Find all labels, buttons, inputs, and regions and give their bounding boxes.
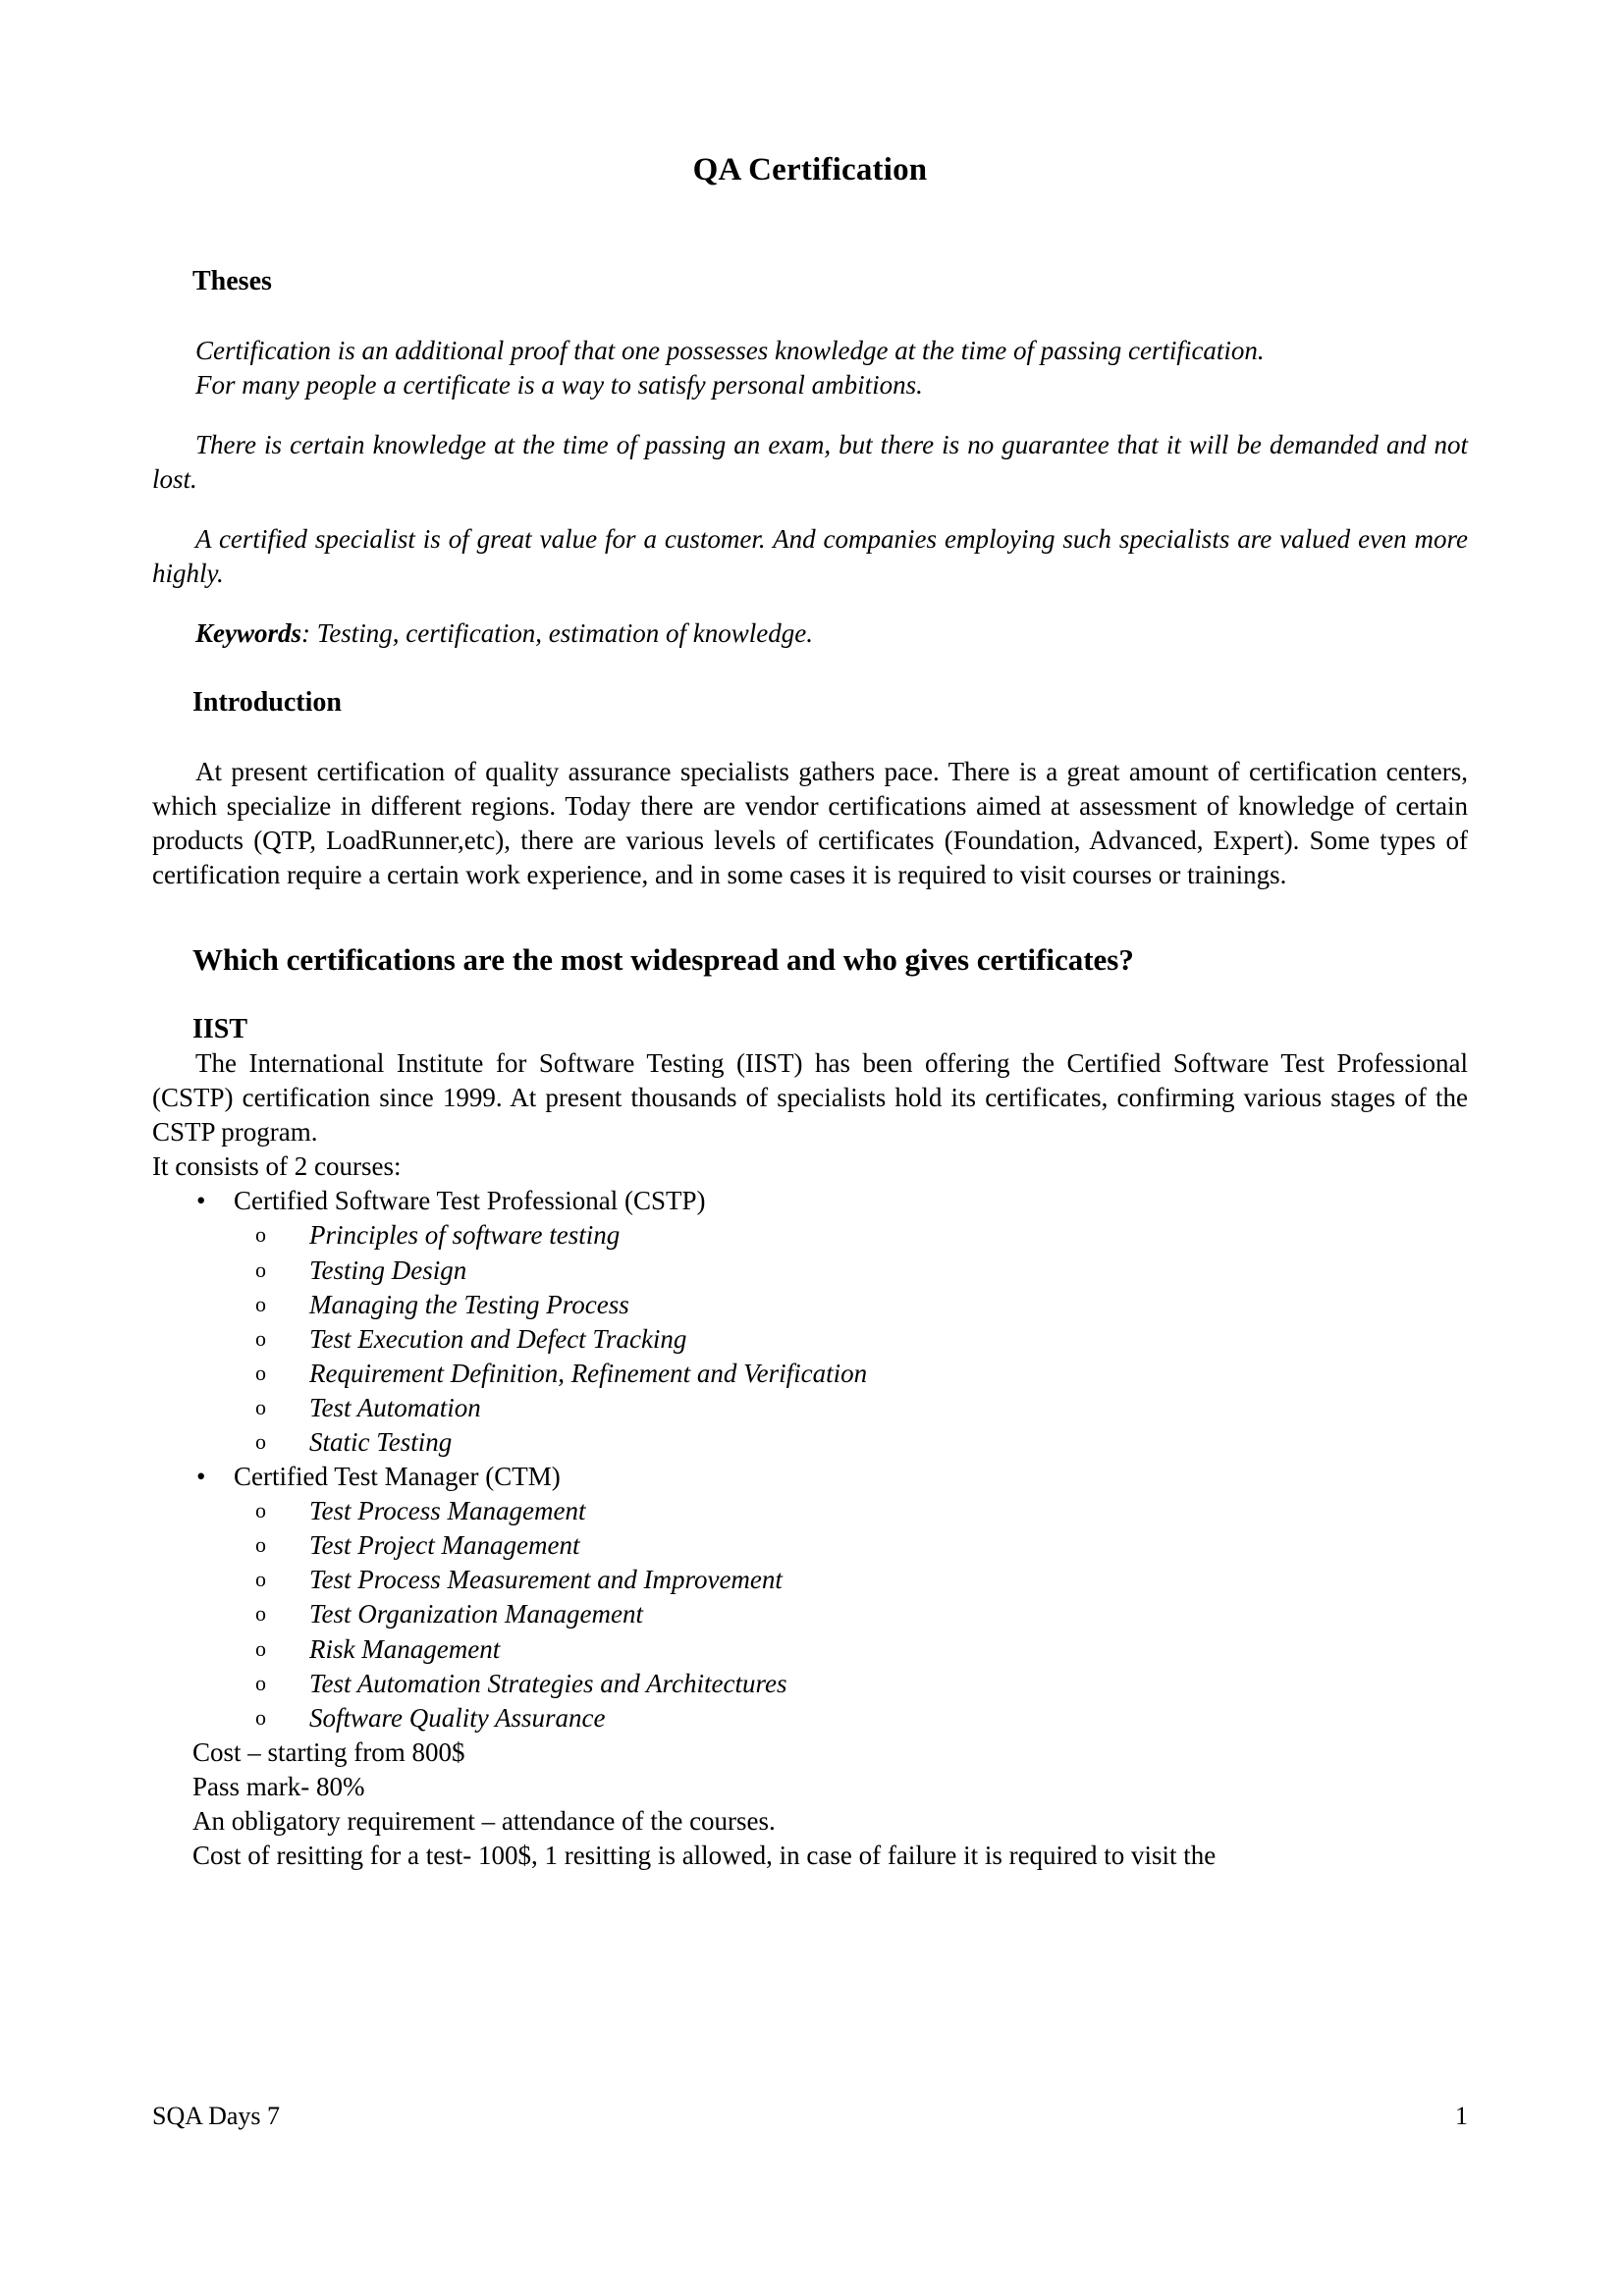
topic-label: Static Testing	[309, 1426, 453, 1457]
footer-left-label: SQA Days 7	[152, 2102, 281, 2130]
list-item	[152, 1460, 1468, 1494]
topic-label: Test Automation Strategies and Architectures	[309, 1668, 787, 1698]
spacer	[152, 651, 1468, 686]
list-item	[152, 1667, 1468, 1701]
spacer	[152, 298, 1468, 334]
sub-bullet-icon: o	[255, 1532, 266, 1558]
list-item	[152, 1528, 1468, 1563]
paragraph-theses-3: There is certain knowledge at the time of passing an exam, but there is no guarantee that it will be demanded and not lost.	[152, 429, 1468, 494]
sub-bullet-icon: o	[255, 1256, 266, 1282]
paragraph-theses-2: For many people a certificate is a way to satisfy personal ambitions.	[195, 369, 923, 400]
document-body	[152, 0, 1468, 1873]
spacer	[152, 720, 1468, 755]
topic-label: Risk Management	[309, 1633, 501, 1664]
paragraph-introduction: At present certification of quality assurance specialists gathers pace. There is a great amount of certification centers, which specialize in different regions. Today there are vendor certifications aimed at assessment of knowledge of certain products (QTP, LoadRunner,etc), there are various levels of certificates (Foundation, Advanced, Expert). Some types of certification require a certain work experience, and in some cases it is required to visit courses or trainings.	[152, 756, 1468, 890]
list-item	[152, 1597, 1468, 1631]
list-item	[152, 1288, 1468, 1322]
topic-list-2	[152, 1494, 1468, 1735]
heading-introduction: Introduction	[192, 687, 342, 719]
paragraph-iist: The International Institute for Software Testing (IIST) has been offering the Certified Software Test Professional (CSTP) certification since 1999. At present thousands of specialists hold its certificates, confirming various stages of the CSTP program.	[152, 1047, 1468, 1148]
sub-bullet-icon: o	[255, 1394, 266, 1419]
spacer	[152, 402, 1468, 428]
keywords-label: Keywords	[195, 618, 301, 649]
sub-bullet-icon: o	[255, 1670, 266, 1695]
topic-label: Testing Design	[309, 1255, 467, 1285]
bullet-icon: •	[196, 1186, 206, 1216]
list-item	[152, 1357, 1468, 1391]
spacer	[152, 591, 1468, 616]
heading-theses: Theses	[192, 265, 272, 296]
topic-label: Test Automation	[309, 1392, 481, 1422]
sub-bullet-icon: o	[255, 1222, 266, 1248]
topic-label: Test Organization Management	[309, 1599, 644, 1629]
sub-bullet-icon: o	[255, 1360, 266, 1385]
topic-label: Test Process Management	[309, 1496, 586, 1526]
course-name: Certified Software Test Professional (CSTP)	[234, 1186, 706, 1216]
page-footer	[152, 2101, 1468, 2131]
heading-question: Which certifications are the most widespread and who gives certificates?	[192, 942, 1134, 978]
spacer	[152, 892, 1468, 941]
detail-cost: Cost – starting from 800$	[192, 1736, 465, 1767]
bullet-icon: •	[196, 1462, 206, 1492]
paragraph-theses-4: A certified specialist is of great value for a customer. And companies employing such specialists are valued even more highly.	[152, 523, 1468, 588]
topic-list-1	[152, 1218, 1468, 1460]
keywords-line	[152, 616, 1468, 651]
spacer	[152, 978, 1468, 1013]
keywords-value: : Testing, certification, estimation of knowledge.	[301, 618, 813, 649]
list-item	[152, 1391, 1468, 1425]
sub-bullet-icon: o	[255, 1498, 266, 1523]
list-item	[152, 1254, 1468, 1288]
sub-bullet-icon: o	[255, 1325, 266, 1351]
list-item	[152, 1184, 1468, 1218]
detail-obligatory-requirement: An obligatory requirement – attendance of the courses.	[192, 1806, 776, 1836]
course-list-1	[152, 1184, 1468, 1218]
spacer	[152, 189, 1468, 225]
list-item	[152, 1632, 1468, 1667]
list-item	[152, 1425, 1468, 1460]
heading-iist: IIST	[192, 1014, 248, 1045]
detail-pass-mark: Pass mark- 80%	[192, 1771, 365, 1801]
detail-resitting: Cost of resitting for a test- 100$, 1 resitting is allowed, in case of failure it is required to visit the	[192, 1841, 1217, 1871]
page-title: QA Certification	[692, 152, 928, 187]
list-item	[152, 1563, 1468, 1597]
sub-bullet-icon: o	[255, 1567, 266, 1592]
topic-label: Requirement Definition, Refinement and Verification	[309, 1358, 868, 1388]
courses-intro: It consists of 2 courses:	[152, 1151, 402, 1182]
topic-label: Software Quality Assurance	[309, 1702, 606, 1733]
list-item	[152, 1701, 1468, 1735]
course-list-2	[152, 1460, 1468, 1494]
sub-bullet-icon: o	[255, 1601, 266, 1627]
list-item	[152, 1322, 1468, 1357]
sub-bullet-icon: o	[255, 1635, 266, 1661]
topic-label: Test Project Management	[309, 1530, 580, 1561]
sub-bullet-icon: o	[255, 1428, 266, 1454]
sub-bullet-icon: o	[255, 1291, 266, 1316]
spacer	[152, 497, 1468, 522]
list-item	[152, 1218, 1468, 1253]
footer-page-number: 1	[1455, 2102, 1468, 2130]
topic-label: Test Execution and Defect Tracking	[309, 1323, 687, 1354]
topic-label: Principles of software testing	[309, 1220, 621, 1251]
course-name: Certified Test Manager (CTM)	[234, 1462, 561, 1492]
paragraph-theses-1: Certification is an additional proof that one possesses knowledge at the time of passing certification.	[195, 335, 1265, 365]
sub-bullet-icon: o	[255, 1704, 266, 1730]
list-item	[152, 1494, 1468, 1528]
topic-label: Managing the Testing Process	[309, 1289, 629, 1319]
topic-label: Test Process Measurement and Improvement	[309, 1565, 783, 1595]
